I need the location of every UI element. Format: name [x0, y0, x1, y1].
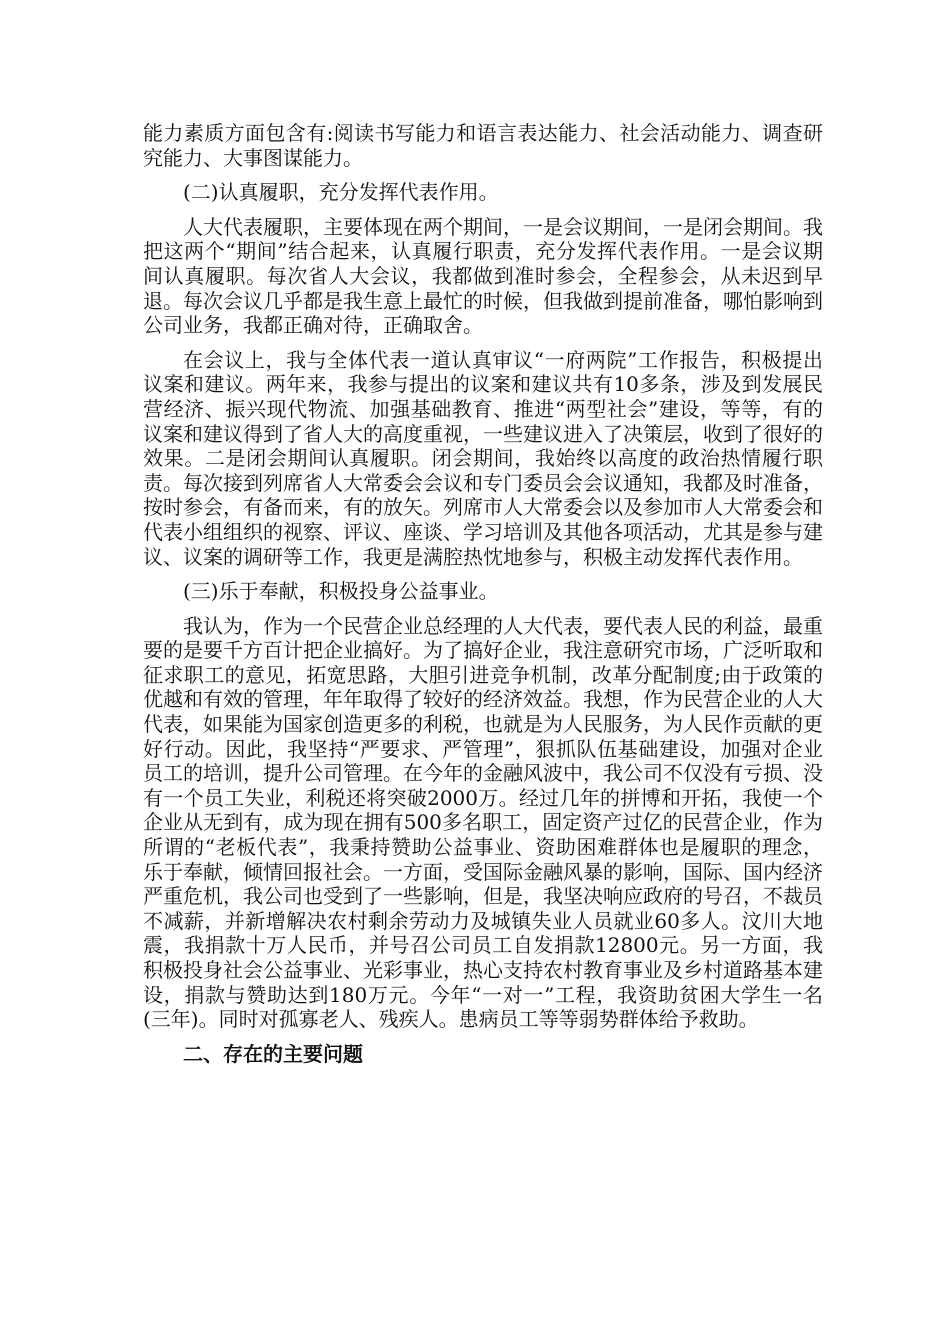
document-page [143, 121, 823, 1066]
section-heading-main-problems: 二、存在的主要问题 [183, 1041, 363, 1066]
paragraph-abilities: 能力素质方面包含有:阅读书写能力和语言表达能力、社会活动能力、调查研究能力、大事图谋能力。 [143, 121, 823, 170]
paragraph-enterprise: 我认为，作为一个民营企业总经理的人大代表，要代表人民的利益，最重要的是要千方百计把企业搞好。为了搞好企业，我注意研究市场，广泛听取和征求职工的意见，拓宽思路，大胆引进竞争机制，改革分配制度;由于政策的优越和有效的管理，年年取得了较好的经济效益。我想，作为民营企业的人大代表，如果能为国家创造更多的利税，也就是为人民服务，为人民作贡献的更好行动。因此，我坚持“严要求、严管理”，狠抓队伍基础建设，加强对企业员工的培训，提升公司管理。在今年的金融风波中，我公司不仅没有亏损、没有一个员工失业，利税还将突破2000万。经过几年的拼博和开拓，我使一个企业从无到有，成为现在拥有500多名职工，固定资产过亿的民营企业，作为所谓的“老板代表”，我秉持赞助公益事业、资助困难群体也是履职的理念，乐于奉献，倾情回报社会。一方面，受国际金融风暴的影响，国际、国内经济严重危机，我公司也受到了一些影响，但是，我坚决响应政府的号召，不裁员不减薪，并新增解决农村剩余劳动力及城镇失业人员就业60多人。汶川大地震，我捐款十万人民币，并号召公司员工自发捐款12800元。另一方面，我积极投身社会公益事业、光彩事业，热心支持农村教育事业及乡村道路基本建设，捐款与赞助达到180万元。今年“一对一”工程，我资助贫困大学生一名(三年)。同时对孤寡老人、残疾人。患病员工等等弱势群体给予救助。 [143, 613, 823, 1032]
subheading-performing-duties: (二)认真履职，充分发挥代表作用。 [183, 180, 499, 205]
subheading-public-welfare: (三)乐于奉献，积极投身公益事业。 [183, 579, 499, 604]
paragraph-two-periods: 人大代表履职，主要体现在两个期间，一是会议期间，一是闭会期间。我把这两个“期间”结合起来，认真履行职责，充分发挥代表作用。一是会议期间认真履职。每次省人大会议，我都做到准时参会，全程参会，从未迟到早退。每次会议几乎都是我生意上最忙的时候，但我做到提前准备，哪怕影响到公司业务，我都正确对待，正确取舍。 [143, 214, 823, 338]
paragraph-meetings: 在会议上，我与全体代表一道认真审议“一府两院”工作报告，积极提出议案和建议。两年来，我参与提出的议案和建议共有10多条，涉及到发展民营经济、振兴现代物流、加强基础教育、推进“两型社会”建设，等等，有的议案和建议得到了省人大的高度重视，一些建议进入了决策层，收到了很好的效果。二是闭会期间认真履职。闭会期间，我始终以高度的政治热情履行职责。每次接到列席省人大常委会会议和专门委员会会议通知，我都及时准备，按时参会，有备而来，有的放矢。列席市人大常委会以及参加市人大常委会和代表小组组织的视察、评议、座谈、学习培训及其他各项活动，尤其是参与建议、议案的调研等工作，我更是满腔热忱地参与，积极主动发挥代表作用。 [143, 347, 823, 569]
